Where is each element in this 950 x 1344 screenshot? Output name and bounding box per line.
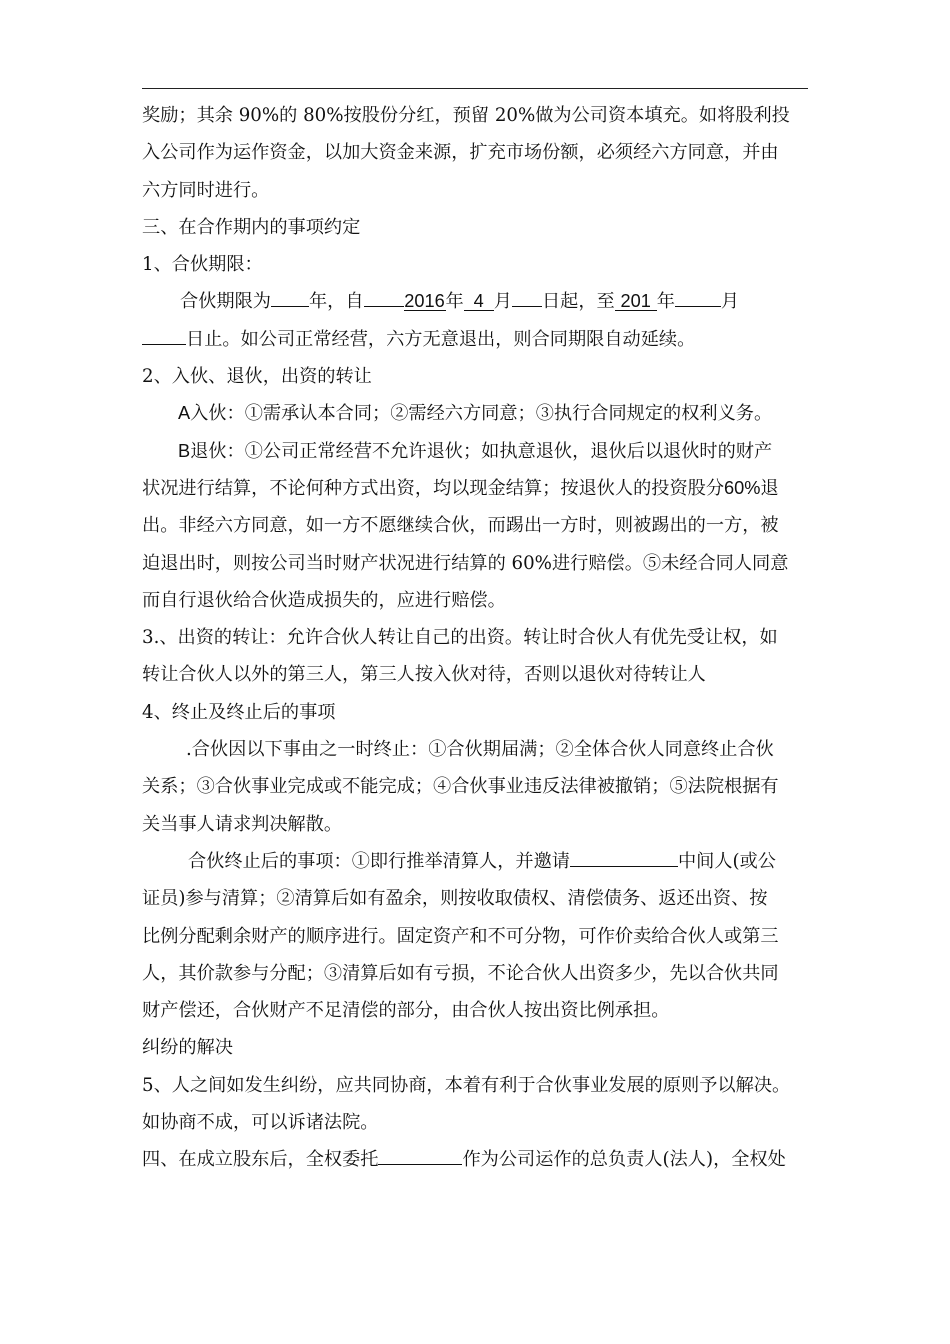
paragraph-line: 人，其价款参与分配；③清算后如有亏损，不论合伙人出资多少，先以合伙共同 (142, 962, 779, 984)
item-text: 四、在成立股东后，全权委托 (142, 1149, 379, 1171)
term-years-blank (271, 306, 309, 307)
paragraph-line: 六方同时进行。 (142, 179, 270, 201)
term-text: 月 (720, 291, 740, 313)
start-day-blank (512, 306, 542, 307)
term-text: 年 (656, 291, 675, 313)
start-year-value: 2016 (404, 291, 445, 312)
item-text: 作为公司运作的总负责人(法人)，全权处 (462, 1149, 786, 1171)
term-text: 日起，至 (541, 291, 615, 313)
paragraph-line: 奖励；其余 90%的 80%按股份分红，预留 20%做为公司资本填充。如将股利投 (142, 105, 790, 126)
end-month-blank (675, 306, 721, 307)
term-text: 年 (445, 291, 464, 313)
item-text: 退伙：①公司正常经营不允许退伙；如执意退伙，退伙后以退伙时的财产 (190, 440, 773, 462)
paragraph-line: 关当事人请求判决解散。 (142, 813, 343, 835)
term-text: 年，自 (308, 291, 364, 313)
paragraph-line: 比例分配剩余财产的顺序进行。固定资产和不可分物，可作价卖给合伙人或第三 (142, 925, 779, 947)
item-label: B (178, 440, 191, 461)
item-text: 入伙：①需承认本合同；②需经六方同意；③执行合同规定的权利义务。 (190, 403, 773, 425)
paragraph-line: 5、人之间如发生纠纷，应共同协商，本着有利于合伙事业发展的原则予以解决。 (142, 1074, 791, 1096)
paragraph-line: 而自行退伙给合伙造成损失的，应进行赔偿。 (142, 589, 506, 611)
intermediary-blank (570, 866, 678, 867)
term-text: 月 (493, 291, 512, 313)
end-year-value: 201 (615, 292, 657, 311)
clause-item (142, 395, 814, 432)
paragraph-line: 财产偿还，合伙财产不足清偿的部分，由合伙人按出资比例承担。 (142, 1000, 670, 1022)
item-text: 合伙终止后的事项：①即行推举清算人，并邀请 (188, 850, 570, 872)
clause-heading: 4、终止及终止后的事项 (142, 701, 336, 723)
item-label: A (178, 403, 191, 424)
percent-value: 60% (724, 477, 761, 498)
term-line (142, 283, 814, 320)
paragraph-line: 如协商不成，可以诉诸法院。 (142, 1112, 379, 1134)
paragraph-line: 入公司作为运作资金，以加大资金来源，扩充市场份额，必须经六方同意，并由 (142, 142, 779, 164)
paragraph-line: 3.、出资的转让：允许合伙人转让自己的出资。转让时合伙人有优先受让权，如 (142, 627, 778, 649)
clause-heading: 1、合伙期限： (142, 254, 263, 276)
paragraph-line (142, 843, 814, 880)
item-text: 状况进行结算，不论何种方式出资，均以现金结算；按退伙人的投资股分 (142, 477, 725, 499)
paragraph-line: 迫退出时，则按公司当时财产状况进行结算的 60%进行赔偿。⑤未经合同人同意 (142, 552, 789, 574)
legal-rep-blank (378, 1164, 462, 1165)
paragraph-line (142, 470, 814, 507)
document-body (142, 97, 814, 1179)
start-year-blank-pre (364, 306, 404, 307)
paragraph-line: 关系；③合伙事业完成或不能完成；④合伙事业违反法律被撤销；⑤法院根据有 (142, 776, 779, 798)
end-day-blank (142, 344, 186, 345)
paragraph-line: 证员)参与清算；②清算后如有盈余，则按收取债权、清偿债务、返还出资、按 (142, 888, 768, 910)
paragraph-line: .合伙因以下事由之一时终止：①合伙期届满；②全体合伙人同意终止合伙 (186, 739, 774, 761)
paragraph-line (142, 1141, 814, 1178)
item-text: 中间人(或公 (677, 850, 776, 872)
item-text: 退 (760, 477, 779, 499)
paragraph-line: 出。非经六方同意，如一方不愿继续合伙，而踢出一方时，则被踢出的一方，被 (142, 515, 779, 537)
term-text: 日止。如公司正常经营，六方无意退出，则合同期限自动延续。 (186, 328, 696, 350)
section-heading: 三、在合作期内的事项约定 (142, 216, 361, 238)
header-rule (142, 88, 808, 89)
clause-heading: 纠纷的解决 (142, 1037, 233, 1059)
clause-heading: 2、入伙、退伙，出资的转让 (142, 366, 372, 388)
clause-item (142, 433, 814, 470)
term-text: 合伙期限为 (180, 291, 271, 313)
paragraph-line: 转让合伙人以外的第三人，第三人按入伙对待，否则以退伙对待转让人 (142, 664, 706, 686)
term-line (142, 321, 814, 358)
start-month-value: 4 (464, 292, 494, 311)
